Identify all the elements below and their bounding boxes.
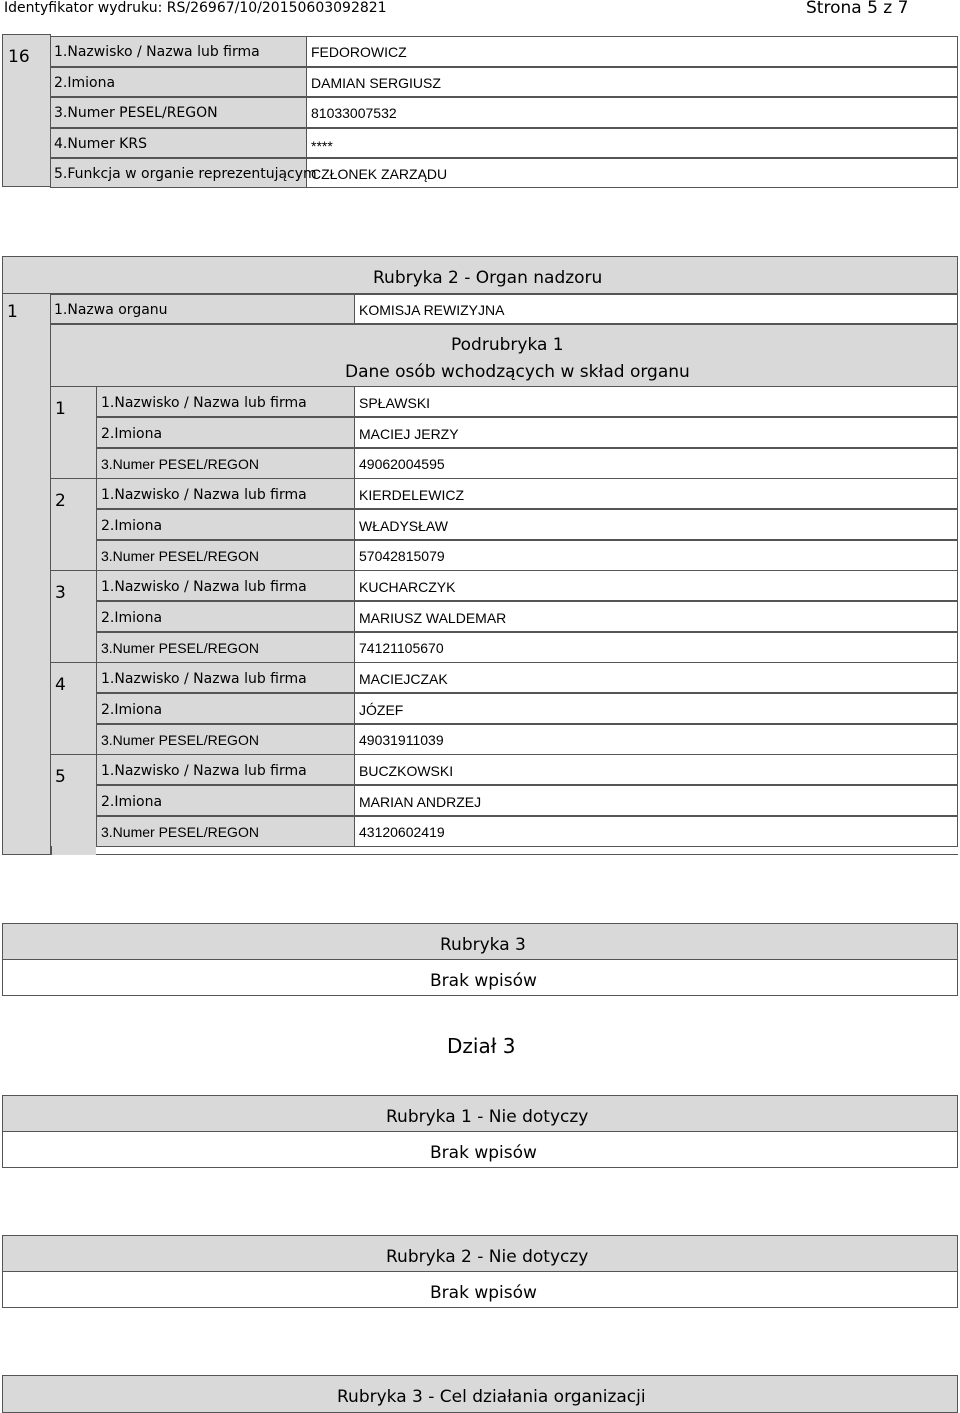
table-bottom-line	[96, 846, 958, 855]
page-number: Strona 5 z 7	[806, 0, 909, 18]
member-value: WŁADYSŁAW	[359, 518, 448, 534]
member-value: 49062004595	[359, 456, 445, 472]
member-value: 49031911039	[359, 732, 444, 748]
member-value: BUCZKOWSKI	[359, 763, 454, 779]
member-value: MACIEJCZAK	[359, 671, 448, 687]
member-label: 1.Nazwisko / Nazwa lub firma	[101, 395, 307, 411]
member-value-cell	[354, 632, 958, 663]
member-value: MARIAN ANDRZEJ	[359, 794, 482, 810]
member-value: KUCHARCZYK	[359, 579, 456, 595]
member-value-cell	[354, 386, 958, 417]
entry16-value: ****	[311, 138, 333, 154]
member-value-cell	[354, 693, 958, 724]
dzial3-title: Dział 3	[447, 1034, 516, 1058]
entry16-value-row-4	[306, 128, 958, 158]
member-label: 2.Imiona	[101, 610, 163, 626]
member-label: 2.Imiona	[101, 426, 163, 442]
member-label: 3.Numer PESEL/REGON	[101, 456, 259, 472]
rubryka2-number: 1	[7, 302, 18, 322]
member-label: 1.Nazwisko / Nazwa lub firma	[101, 763, 307, 779]
entry16-value: CZŁONEK ZARZĄDU	[311, 166, 448, 182]
entry16-label: 3.Numer PESEL/REGON	[54, 105, 218, 121]
member-label: 3.Numer PESEL/REGON	[101, 732, 259, 748]
member-label: 1.Nazwisko / Nazwa lub firma	[101, 579, 307, 595]
rubryka3-title: Rubryka 3	[440, 935, 526, 955]
entry16-value: 81033007532	[311, 105, 397, 121]
member-label: 1.Nazwisko / Nazwa lub firma	[101, 487, 307, 503]
member-number: 1	[55, 399, 66, 419]
dzial3-r1-title: Rubryka 1 - Nie dotyczy	[386, 1107, 589, 1127]
member-number-cell-tail	[51, 846, 96, 855]
member-value: MARIUSZ WALDEMAR	[359, 610, 507, 626]
member-value: KIERDELEWICZ	[359, 487, 465, 503]
member-label: 3.Numer PESEL/REGON	[101, 640, 259, 656]
dzial3-r2-title: Rubryka 2 - Nie dotyczy	[386, 1247, 589, 1267]
entry16-value: DAMIAN SERGIUSZ	[311, 75, 441, 91]
organ-label: 1.Nazwa organu	[54, 302, 168, 318]
member-number: 5	[55, 767, 66, 787]
entry16-label: 5.Funkcja w organie reprezentującym	[54, 166, 317, 182]
member-number: 2	[55, 491, 66, 511]
member-number: 3	[55, 583, 66, 603]
dzial3-r2-empty: Brak wpisów	[430, 1283, 537, 1303]
podrubryka-title: Podrubryka 1	[451, 335, 564, 355]
member-value: MACIEJ JERZY	[359, 426, 459, 442]
entry16-label: 2.Imiona	[54, 75, 116, 91]
member-label: 3.Numer PESEL/REGON	[101, 548, 259, 564]
dzial3-r1-empty: Brak wpisów	[430, 1143, 537, 1163]
entry16-label: 4.Numer KRS	[54, 136, 147, 152]
member-number: 4	[55, 675, 66, 695]
member-value: JÓZEF	[359, 702, 404, 718]
member-label: 2.Imiona	[101, 794, 163, 810]
member-value: SPŁAWSKI	[359, 395, 431, 411]
rubryka3-empty: Brak wpisów	[430, 971, 537, 991]
entry16-value-row-3	[306, 97, 958, 128]
member-label: 2.Imiona	[101, 702, 163, 718]
member-label: 1.Nazwisko / Nazwa lub firma	[101, 671, 307, 687]
entry16-label: 1.Nazwisko / Nazwa lub firma	[54, 44, 260, 60]
rubryka2-title: Rubryka 2 - Organ nadzoru	[373, 268, 603, 288]
member-value: 43120602419	[359, 824, 445, 840]
member-value: 57042815079	[359, 548, 445, 564]
podrubryka-subtitle: Dane osób wchodzących w skład organu	[345, 362, 690, 382]
organ-value: KOMISJA REWIZYJNA	[359, 302, 505, 318]
member-value: 74121105670	[359, 640, 444, 656]
member-value-cell	[354, 724, 958, 755]
entry16-value: FEDOROWICZ	[311, 44, 407, 60]
member-label: 2.Imiona	[101, 518, 163, 534]
entry16-number: 16	[8, 47, 30, 67]
dzial3-r3-title: Rubryka 3 - Cel działania organizacji	[337, 1387, 646, 1407]
print-identifier: Identyfikator wydruku: RS/26967/10/20150603092821	[4, 0, 387, 16]
rubryka2-number-cell	[2, 293, 51, 855]
member-label: 3.Numer PESEL/REGON	[101, 824, 259, 840]
